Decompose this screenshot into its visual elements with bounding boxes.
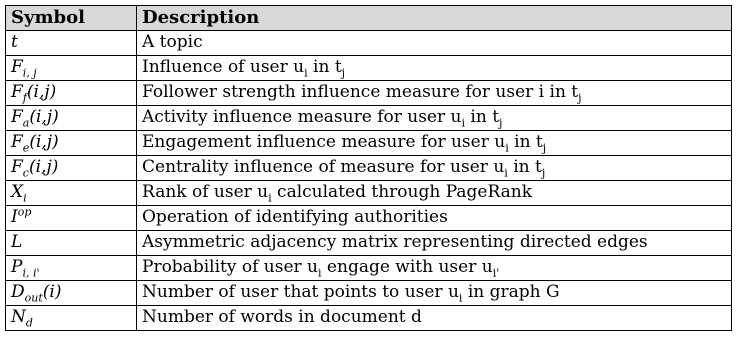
description-text: Centrality influence of measure for user u (142, 157, 505, 178)
header-symbol: Symbol (6, 6, 137, 31)
table-row (6, 106, 732, 131)
description-text: Rank of user u (142, 182, 269, 203)
description-text: Asymmetric adjacency matrix representing directed edges (142, 232, 648, 253)
table-row (6, 181, 732, 206)
description-text: Activity influence measure for user u (142, 107, 462, 128)
symbol-cell (6, 56, 137, 81)
description-text-cont: calculated through PageRank (271, 182, 533, 203)
table-row (6, 81, 732, 106)
symbol-cell (6, 181, 137, 206)
description-text-cont: in t (465, 107, 500, 128)
table-row (6, 306, 732, 331)
description-text-cont: engage with user u (321, 257, 493, 278)
description-cell (137, 181, 732, 206)
symbol-letter: t (11, 32, 18, 53)
symbol-subscript: i (23, 191, 27, 205)
description-text: Follower strength influence measure for user i in t (142, 82, 579, 103)
description-subscript-2: j (499, 116, 503, 130)
symbol-cell (6, 131, 137, 156)
table-row (6, 256, 732, 281)
symbol-subscript: i, i' (22, 266, 40, 280)
description-subscript-2: j (578, 91, 582, 105)
symbol-cell (6, 206, 137, 231)
description-subscript: i (458, 291, 463, 305)
table-row (6, 131, 732, 156)
table-row (6, 156, 732, 181)
description-text: A topic (142, 32, 203, 53)
table-row (6, 31, 732, 56)
symbol-subscript: d (25, 316, 33, 330)
table-row (6, 281, 732, 306)
description-subscript-2: i' (492, 266, 500, 280)
symbol-subscript: i, j (22, 66, 37, 80)
description-cell (137, 56, 732, 81)
description-text: Operation of identifying authorities (142, 207, 448, 228)
description-subscript: i (304, 66, 308, 80)
description-text-cont: in graph G (462, 282, 560, 303)
symbol-cell (6, 231, 137, 256)
header-description: Description (137, 6, 732, 31)
symbol-cell (6, 106, 137, 131)
symbol-subscript: a (22, 116, 30, 130)
description-cell (137, 31, 732, 56)
description-text: Probability of user u (142, 257, 318, 278)
description-subscript: i (318, 266, 322, 280)
description-subscript-2: j (541, 166, 546, 180)
symbol-letter: F (11, 57, 23, 78)
symbol-argument: (i,j) (29, 132, 59, 153)
description-cell (137, 156, 732, 181)
description-subscript: i (268, 191, 272, 205)
symbol-cell (6, 281, 137, 306)
description-cell (137, 231, 732, 256)
symbol-argument: (i) (42, 282, 62, 303)
symbol-superscript: op (17, 205, 32, 219)
symbol-letter: F (11, 82, 23, 103)
description-subscript: i (504, 166, 508, 180)
description-text-cont: in t (307, 57, 342, 78)
description-cell (137, 106, 732, 131)
symbol-letter: I (11, 207, 18, 228)
symbol-argument: (i,j) (26, 82, 57, 103)
description-subscript: i (505, 141, 509, 155)
description-text-cont: in t (508, 132, 543, 153)
table-row (6, 56, 732, 81)
description-text-cont: in t (507, 157, 542, 178)
description-text: Number of user that points to user u (142, 282, 459, 303)
symbol-subscript: f (22, 91, 27, 105)
symbol-argument: (i,j) (28, 157, 59, 178)
table-row (6, 206, 732, 231)
symbol-argument: (i,j) (29, 107, 59, 128)
symbol-letter: P (11, 257, 23, 278)
symbol-letter: N (11, 307, 26, 328)
symbol-letter: F (11, 107, 23, 128)
symbol-letter: F (11, 132, 23, 153)
symbol-letter: D (11, 282, 25, 303)
symbol-table (5, 5, 732, 331)
symbol-cell (6, 31, 137, 56)
description-text: Engagement influence measure for user u (142, 132, 506, 153)
symbol-cell (6, 156, 137, 181)
symbol-cell (6, 306, 137, 331)
symbol-letter: X (11, 182, 24, 203)
symbol-cell (6, 81, 137, 106)
description-cell (137, 131, 732, 156)
table-row (6, 231, 732, 256)
symbol-letter: L (11, 232, 23, 253)
symbol-subscript: c (22, 166, 29, 180)
symbol-letter: F (11, 157, 23, 178)
description-subscript: i (461, 116, 465, 130)
description-subscript-2: j (542, 141, 547, 155)
table-header-row (6, 6, 732, 31)
description-subscript-2: j (341, 66, 346, 80)
description-text: Number of words in document d (142, 307, 422, 328)
symbol-cell (6, 256, 137, 281)
description-cell (137, 256, 732, 281)
description-cell (137, 281, 732, 306)
description-cell (137, 81, 732, 106)
symbol-subscript: e (22, 141, 30, 155)
description-cell (137, 206, 732, 231)
description-text: Influence of user u (142, 57, 305, 78)
description-cell (137, 306, 732, 331)
symbol-subscript: out (24, 291, 43, 305)
